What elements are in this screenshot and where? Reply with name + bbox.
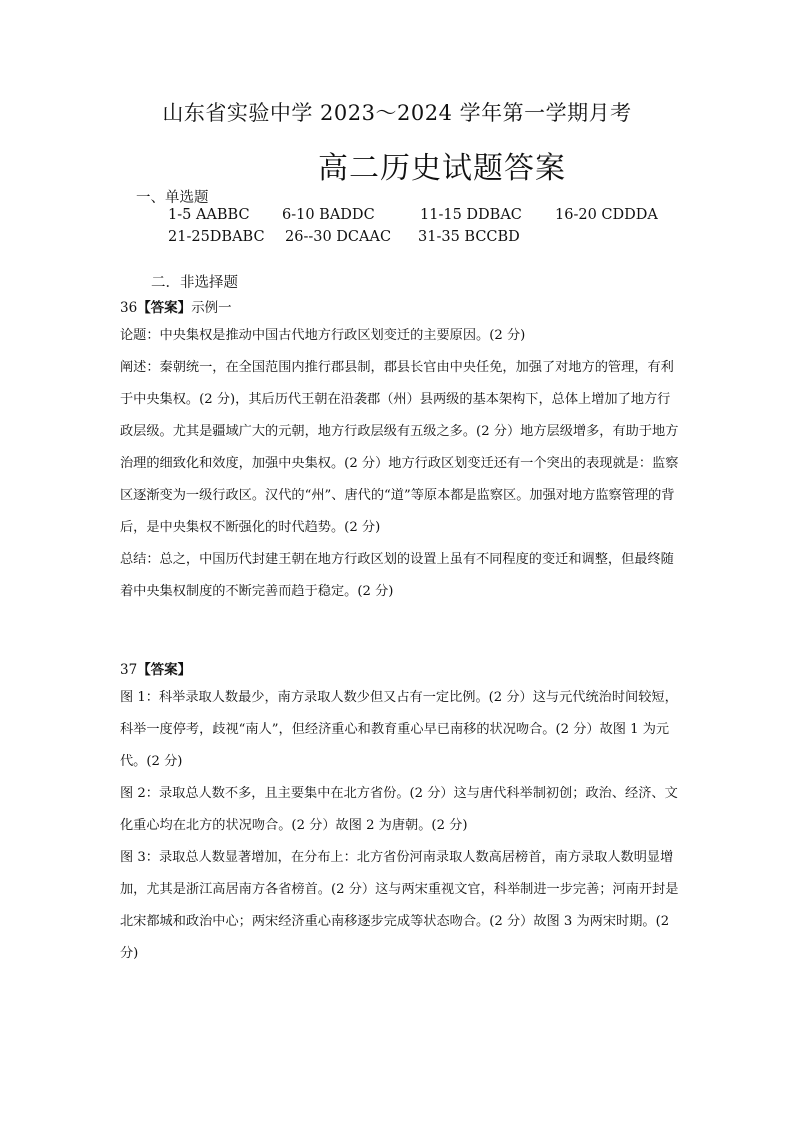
figure-1-paragraph: 图 1：科举录取人数最少，南方录取人数少但又占有一定比例。(2 分）这与元代统治时间较短，科举一度停考，歧视“南人”，但经济重心和教育重心早已南移的状况吻合。(2 分）故图 1 为元代。(2 分) [120,690,678,769]
mc-answers-row-1 [0,207,794,227]
question-number: 37 [120,662,138,678]
answer-label: 【答案】 [137,300,192,316]
figure-3-paragraph: 图 3：录取总人数显著增加，在分布上：北方省份河南录取人数高居榜首，南方录取人数明显增加，尤其是浙江高居南方各省榜首。(2 分）这与两宋重视文官，科举制进一步完善；河南开封是北宋都城和政治中心；两宋经济重心南移逐步完成等状态吻合。(2 分）故图 3 为两宋时期。(2 分) [120,850,679,961]
mc-group: 1-5 AABBC [168,207,250,223]
mc-group: 21-25DBABC [168,229,265,245]
section-mc-heading: 一、单选题 [136,190,209,206]
argument-paragraph: 阐述：秦朝统一，在全国范围内推行郡县制，郡县长官由中央任免，加强了对地方的管理，有利于中央集权。(2 分)，其后历代王朝在沿袭郡（州）县两级的基本架构下，总体上增加了地方行政层级。尤其是疆域广大的元朝，地方行政层级有五级之多。(2 分）地方层级增多，有助于地方治理的细致化和效度，加强中央集权。(2 分）地方行政区划变迁还有一个突出的表现就是：监察区逐渐变为一级行政区。汉代的“州”、唐代的“道”等原本都是监察区。加强对地方监察管理的背后，是中央集权不断强化的时代趋势。(2 分) [120,360,679,535]
mc-group: 11-15 DDBAC [420,207,522,223]
question-36-answer [120,320,680,608]
question-36-header [120,296,232,316]
school-exam-title: 山东省实验中学 2023～2024 学年第一学期月考 [162,101,632,125]
example-label: 示例一 [191,300,232,316]
thesis-paragraph: 论题：中央集权是推动中国古代地方行政区划变迁的主要原因。(2 分) [120,328,526,343]
page-title: 高二历史试题答案 [318,151,566,186]
mc-answers-row-2 [0,229,794,249]
mc-group: 16-20 CDDDA [555,207,658,223]
question-37-answer [120,682,680,970]
mc-group: 31-35 BCCBD [418,229,520,245]
section-essay-heading: 二．非选择题 [151,275,238,291]
question-number: 36 [120,300,138,316]
question-37-header [120,658,191,678]
mc-group: 6-10 BADDC [282,207,375,223]
mc-group: 26--30 DCAAC [285,229,392,245]
answer-label: 【答案】 [137,662,192,678]
summary-paragraph: 总结：总之，中国历代封建王朝在地方行政区划的设置上虽有不同程度的变迁和调整，但最终随着中央集权制度的不断完善而趋于稳定。(2 分) [120,552,674,599]
figure-2-paragraph: 图 2：录取总人数不多，且主要集中在北方省份。(2 分）这与唐代科举制初创；政治、经济、文化重心均在北方的状况吻合。(2 分）故图 2 为唐朝。(2 分) [120,786,678,833]
